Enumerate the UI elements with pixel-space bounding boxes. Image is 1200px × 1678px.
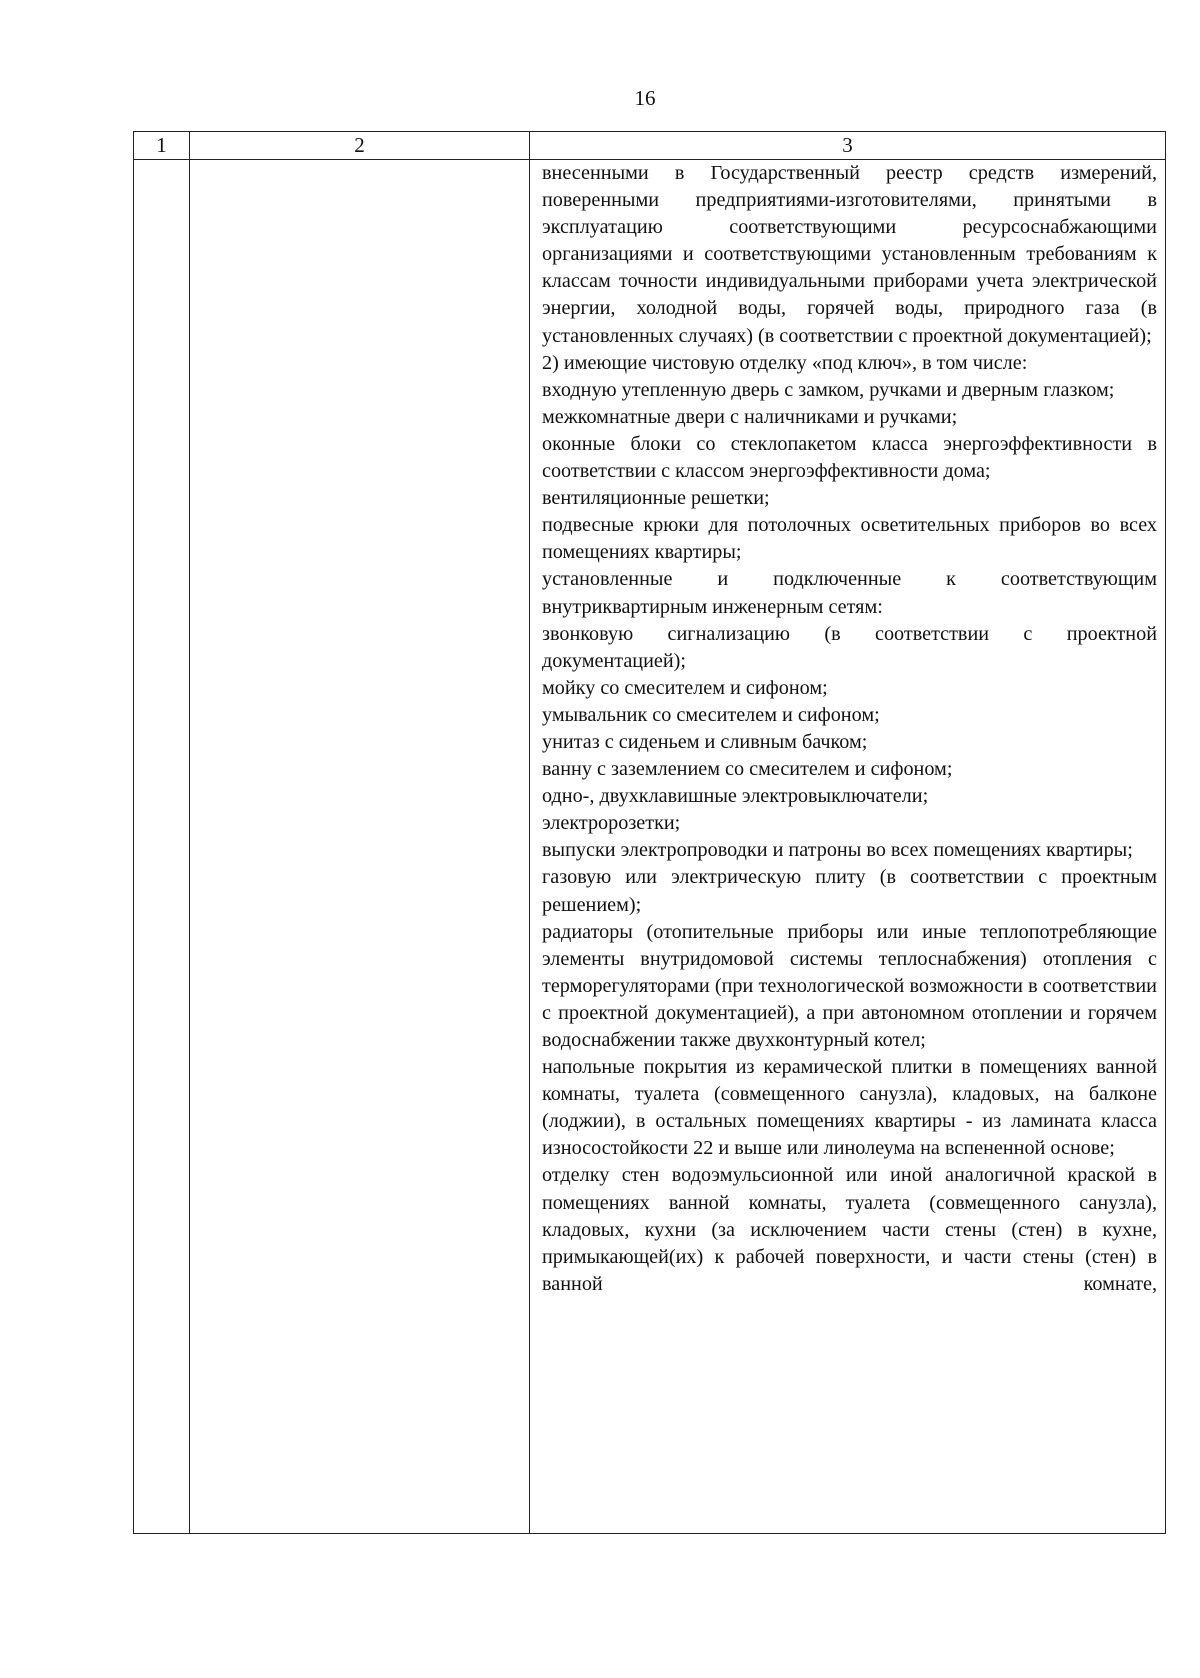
paragraph-entrance-door: входную утепленную дверь с замком, ручками и дверным глазком; bbox=[542, 378, 1115, 401]
paragraph-washbasin: умывальник со смесителем и сифоном; bbox=[542, 703, 880, 726]
paragraph-interior-doors: межкомнатные двери с наличниками и ручками; bbox=[542, 405, 958, 428]
page-number: 16 bbox=[634, 86, 656, 110]
paragraph-ceiling-hooks: подвесные крюки для потолочных осветительных приборов во всех помещениях квартиры; bbox=[542, 514, 1157, 564]
column-2-cell bbox=[190, 160, 530, 1534]
requirements-text bbox=[530, 160, 1165, 1298]
table-header-row bbox=[134, 132, 1166, 160]
paragraph-stove: газовую или электрическую плиту (в соответствии с проектным решением); bbox=[542, 866, 1157, 916]
column-header-1: 1 bbox=[134, 132, 190, 160]
paragraph-bathtub: ванну с заземлением со смесителем и сифоном; bbox=[542, 758, 953, 781]
paragraph-window-units: оконные блоки со стеклопакетом класса энергоэффективности в соответствии с классом энергоэффективности дома; bbox=[542, 432, 1157, 483]
column-header-3: 3 bbox=[530, 132, 1166, 160]
paragraph-metering-devices: внесенными в Государственный реестр средств измерений, поверенными предприятиями-изготовителями, принятыми в эксплуатацию соответствующими ресурсоснабжающими организациями и соответствующими установленным требованиям к классам точности индивидуальными приборами учета электрической энергии, холодной воды, горячей воды, природного газа (в установленных случаях) (в соответствии с проектной документацией); bbox=[542, 162, 1157, 347]
table-row bbox=[134, 160, 1166, 1534]
paragraph-turnkey-finish: 2) имеющие чистовую отделку «под ключ», в том числе: bbox=[542, 351, 1028, 374]
paragraph-sockets: электророзетки; bbox=[542, 812, 681, 835]
paragraph-toilet: унитаз с сиденьем и сливным бачком; bbox=[542, 730, 868, 753]
paragraph-radiators: радиаторы (отопительные приборы или иные теплопотребляющие элементы внутридомовой системы теплоснабжения) отопления с терморегуляторами (при технологической возможности в соответствии с проектной документацией), а при автономном отоплении и горячем водоснабжении также двухконтурный котел; bbox=[542, 920, 1157, 1051]
paragraph-wall-finish: отделку стен водоэмульсионной или иной аналогичной краской в помещениях ванной комнаты, туалета (совмещенного санузла), кладовых, кухни (за исключением части стены (стен) в кухне, примыкающей(их) к рабочей поверхности, и части стены (стен) в ванной комнате, bbox=[542, 1164, 1157, 1295]
paragraph-sink: мойку со смесителем и сифоном; bbox=[542, 676, 828, 699]
column-3-cell bbox=[530, 160, 1166, 1534]
paragraph-wiring-outlets: выпуски электропроводки и патроны во всех помещениях квартиры; bbox=[542, 839, 1133, 862]
column-header-2: 2 bbox=[190, 132, 530, 160]
paragraph-light-switches: одно-, двухклавишные электровыключатели; bbox=[542, 785, 929, 808]
paragraph-doorbell: звонковую сигнализацию (в соответствии с проектной документацией); bbox=[542, 622, 1157, 672]
paragraph-installed-connected: установленные и подключенные к соответствующим внутриквартирным инженерным сетям: bbox=[542, 568, 1157, 618]
paragraph-floor-coverings: напольные покрытия из керамической плитки в помещениях ванной комнаты, туалета (совмещенного санузла), кладовых, на балконе (лоджии), в остальных помещениях квартиры - из ламината класса износостойкости 22 и выше или линолеума на вспененной основе; bbox=[542, 1056, 1157, 1160]
document-table bbox=[133, 131, 1166, 1534]
column-1-cell bbox=[134, 160, 190, 1534]
paragraph-ventilation-grilles: вентиляционные решетки; bbox=[542, 487, 770, 510]
